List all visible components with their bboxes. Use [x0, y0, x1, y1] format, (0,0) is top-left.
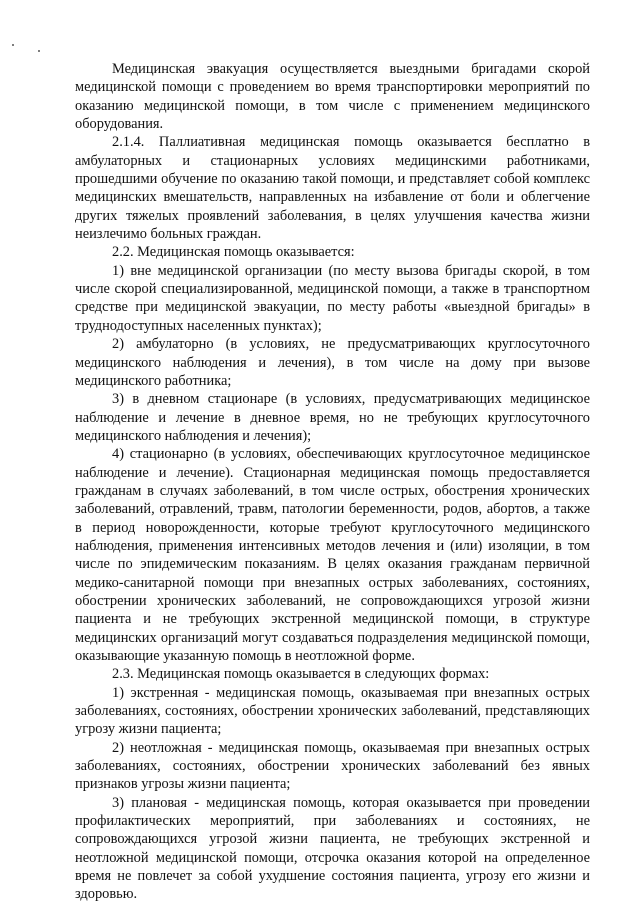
paragraph-inpatient: 4) стационарно (в условиях, обеспечивающих круглосуточное медицинское наблюдение и лечение). Стационарная медицинская помощь предоставляется гражданам в случаях заболеваний, в том числе острых, обострения хронических заболеваний, отравлений, травм, патологии беременности, родов, абортов, а также в период новорожденности, которые требуют круглосуточного медицинского наблюдения, применения интенсивных методов лечения и (или) изоляции, в том числе по эпидемическим показаниям. В целях оказания гражданам первичной медико-санитарной помощи при внезапных острых заболеваниях, состояниях, обострении хронических заболеваний, не сопровождающихся угрозой жизни пациента и не требующих экстренной медицинской помощи, в структуре медицинских организаций могут создаваться подразделения медицинской помощи, оказывающие указанную помощь в неотложной форме.: [75, 446, 590, 664]
scan-speck: [12, 44, 14, 46]
paragraph-urgent-form: 2) неотложная - медицинская помощь, оказываемая при внезапных острых заболеваниях, состояниях, обострении хронических заболеваний без явных признаков угрозы жизни пациента;: [75, 739, 590, 793]
paragraph-emergency-form: 1) экстренная - медицинская помощь, оказываемая при внезапных острых заболеваниях, состояниях, обострении хронических заболеваний, представляющих угрозу жизни пациента;: [75, 684, 590, 738]
paragraph-planned-form: 3) плановая - медицинская помощь, которая оказывается при проведении профилактических мероприятий, при заболеваниях и состояниях, не сопровождающихся угрозой жизни пациента, не требующих экстренной и неотложной медицинской помощи, отсрочка оказания которой на определенное время не повлечет за собой ухудшение состояния пациента, угрозу его жизни и здоровью.: [75, 794, 590, 903]
paragraph-section-2-3-heading: 2.3. Медицинская помощь оказывается в следующих формах:: [112, 666, 490, 683]
paragraph-evacuation: Медицинская эвакуация осуществляется выездными бригадами скорой медицинской помощи с проведением во время транспортировки мероприятий по оказанию медицинской помощи, в том числе с применением медицинского оборудования.: [75, 61, 590, 133]
paragraph-palliative-care: 2.1.4. Паллиативная медицинская помощь оказывается бесплатно в амбулаторных и стационарных условиях медицинскими работниками, прошедшими обучение по оказанию такой помощи, и представляет собой комплекс медицинских вмешательств, направленных на избавление от боли и облегчение других тяжелых проявлений заболевания, в целях улучшения качества жизни неизлечимо больных граждан.: [75, 134, 590, 243]
document-body: [75, 60, 590, 904]
paragraph-outside-organization: 1) вне медицинской организации (по месту вызова бригады скорой, в том числе скорой специализированной, медицинской помощи, а также в транспортном средстве при медицинской эвакуации, по месту работы «выездной бригады» в труднодоступных населенных пунктах);: [75, 262, 590, 334]
scan-speck: [38, 50, 40, 52]
paragraph-day-hospital: 3) в дневном стационаре (в условиях, предусматривающих медицинское наблюдение и лечение в дневное время, но не требующих круглосуточного медицинского наблюдения и лечения);: [75, 391, 590, 444]
paragraph-outpatient: 2) амбулаторно (в условиях, не предусматривающих круглосуточного медицинского наблюдения и лечения), в том числе на дому при вызове медицинского работника;: [75, 336, 590, 389]
paragraph-section-2-2-heading: 2.2. Медицинская помощь оказывается:: [112, 244, 355, 261]
